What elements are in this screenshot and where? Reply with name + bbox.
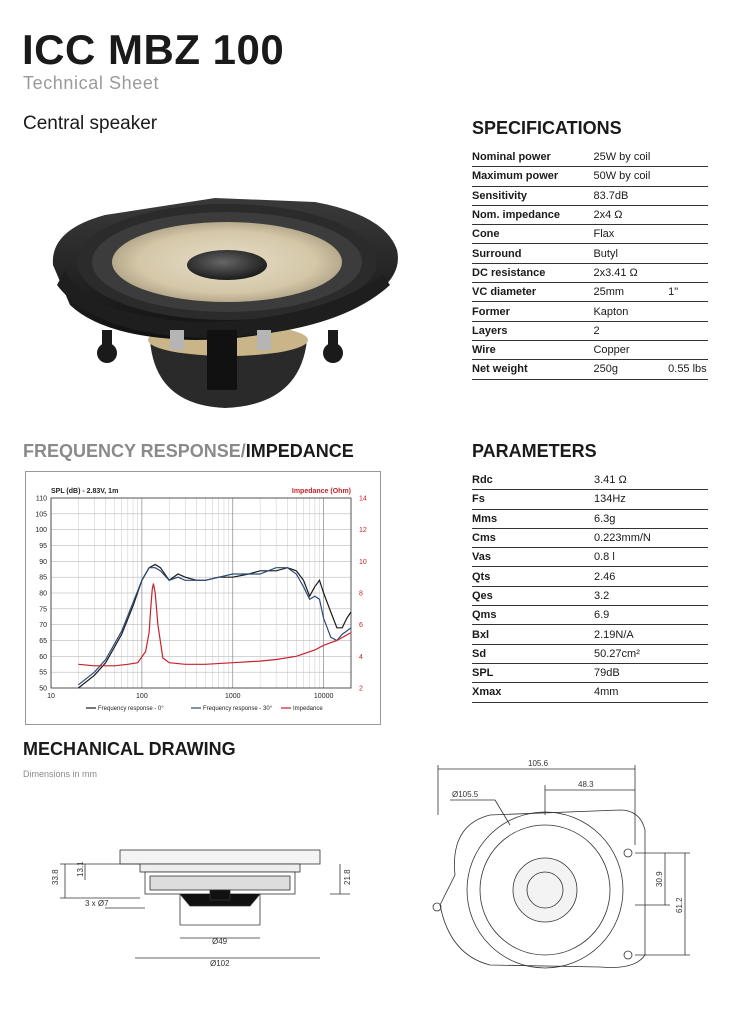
parameters-value: 6.3g: [594, 509, 708, 528]
right-axis-label: Impedance (Ohm): [291, 488, 351, 495]
specifications-row: [472, 244, 708, 263]
side-dim-holes: 3 x Ø7: [85, 899, 109, 908]
y-tick-left: 85: [39, 574, 47, 582]
specifications-extra: [668, 148, 708, 167]
specifications-table: [472, 148, 708, 380]
specifications-label: Nominal power: [472, 148, 593, 167]
parameters-value: 50.27cm²: [594, 644, 708, 663]
parameters-label: Rdc: [472, 471, 594, 490]
left-axis-label: SPL (dB) - 2.83V, 1m: [51, 488, 119, 495]
parameters-label: Sd: [472, 644, 594, 663]
parameters-label: Mms: [472, 509, 594, 528]
specifications-extra: [668, 186, 708, 205]
y-tick-left: 60: [39, 653, 47, 661]
parameters-row: [472, 586, 708, 605]
y-tick-left: 65: [39, 638, 47, 645]
specifications-label: Former: [472, 302, 593, 321]
parameters-table: [472, 471, 708, 703]
specifications-value: Flax: [593, 225, 668, 244]
parameters-row: [472, 683, 708, 702]
y-tick-left: 55: [39, 669, 47, 677]
parameters-value: 0.8 l: [594, 548, 708, 567]
y-tick-left: 90: [39, 558, 47, 566]
specifications-row: [472, 167, 708, 186]
speaker-photo: [45, 190, 405, 415]
parameters-value: 3.41 Ω: [594, 471, 708, 490]
y-tick-left: 95: [39, 543, 47, 550]
parameters-row: [472, 528, 708, 547]
section-title-product: Central speaker: [23, 113, 158, 134]
specifications-extra: [668, 263, 708, 282]
x-tick: 10000: [313, 693, 334, 700]
specifications-row: [472, 302, 708, 321]
parameters-value: 0.223mm/N: [594, 528, 708, 547]
y-tick-left: 105: [35, 511, 47, 519]
specifications-row: [472, 225, 708, 244]
specifications-row: [472, 321, 708, 340]
parameters-label: Xmax: [472, 683, 594, 702]
specifications-row: [472, 283, 708, 302]
specifications-value: 83.7dB: [593, 186, 668, 205]
parameters-row: [472, 471, 708, 490]
x-tick: 1000: [224, 693, 241, 700]
parameters-value: 6.9: [594, 606, 708, 625]
side-dim-inner: Ø49: [212, 937, 228, 946]
parameters-row: [472, 625, 708, 644]
parameters-label: Qms: [472, 606, 594, 625]
top-view-drawing: [420, 755, 700, 985]
specifications-label: DC resistance: [472, 263, 593, 282]
parameters-label: Qts: [472, 567, 594, 586]
specifications-label: Cone: [472, 225, 593, 244]
specifications-row: [472, 340, 708, 359]
specifications-label: Surround: [472, 244, 593, 263]
parameters-label: SPL: [472, 663, 594, 682]
page-subtitle: Technical Sheet: [23, 73, 160, 93]
y-tick-right: 14: [359, 495, 367, 503]
specifications-value: 25mm: [593, 283, 668, 302]
top-dim-v1: 30.9: [655, 871, 664, 887]
specifications-extra: 0.55 lbs: [668, 360, 708, 379]
specifications-value: Butyl: [593, 244, 668, 263]
specifications-row: [472, 186, 708, 205]
parameters-value: 134Hz: [594, 490, 708, 509]
y-tick-right: 4: [359, 653, 363, 661]
specifications-extra: [668, 225, 708, 244]
y-tick-right: 10: [359, 558, 367, 566]
parameters-row: [472, 567, 708, 586]
frequency-title: [23, 441, 354, 462]
product-title: ICC MBZ 100: [22, 26, 285, 73]
side-dim-height-total: 33.8: [51, 869, 60, 885]
series-line-0: [78, 565, 351, 689]
parameters-title: PARAMETERS: [472, 441, 597, 461]
specifications-value: Copper: [593, 340, 668, 359]
specifications-value: Kapton: [593, 302, 668, 321]
parameters-label: Fs: [472, 490, 594, 509]
y-tick-left: 50: [39, 685, 47, 693]
y-tick-right: 6: [359, 622, 363, 630]
parameters-row: [472, 509, 708, 528]
specifications-row: [472, 263, 708, 282]
frequency-chart: [26, 472, 380, 724]
parameters-value: 3.2: [594, 586, 708, 605]
frequency-title-part1: FREQUENCY RESPONSE/: [23, 441, 246, 461]
specifications-label: Layers: [472, 321, 593, 340]
specifications-row: [472, 148, 708, 167]
y-tick-left: 80: [39, 590, 47, 598]
x-tick: 100: [136, 693, 148, 700]
parameters-row: [472, 644, 708, 663]
parameters-value: 4mm: [594, 683, 708, 702]
parameters-value: 79dB: [594, 663, 708, 682]
parameters-label: Bxl: [472, 625, 594, 644]
top-dim-width: 105.6: [528, 759, 549, 768]
x-tick: 10: [47, 693, 55, 700]
specifications-label: Maximum power: [472, 167, 593, 186]
specifications-label: Nom. impedance: [472, 205, 593, 224]
y-tick-left: 100: [35, 527, 47, 535]
specifications-label: VC diameter: [472, 283, 593, 302]
y-tick-right: 2: [359, 685, 363, 693]
side-dim-outer: Ø102: [210, 959, 230, 968]
specifications-label: Wire: [472, 340, 593, 359]
side-dim-h2: 21.8: [343, 869, 352, 885]
y-tick-left: 70: [39, 622, 47, 630]
specifications-extra: [668, 244, 708, 263]
specifications-value: 2x3.41 Ω: [593, 263, 668, 282]
y-tick-left: 75: [39, 606, 47, 614]
specifications-value: 25W by coil: [593, 148, 668, 167]
specifications-value: 2: [593, 321, 668, 340]
parameters-label: Vas: [472, 548, 594, 567]
top-dim-v2: 61.2: [675, 897, 684, 913]
specifications-row: [472, 360, 708, 379]
parameters-row: [472, 548, 708, 567]
parameters-value: 2.19N/A: [594, 625, 708, 644]
legend-entry: Frequency response - 30°: [203, 706, 273, 712]
specifications-extra: [668, 167, 708, 186]
frequency-title-part2: IMPEDANCE: [245, 441, 354, 461]
parameters-row: [472, 663, 708, 682]
y-tick-right: 12: [359, 527, 367, 535]
parameters-row: [472, 490, 708, 509]
mechanical-title: MECHANICAL DRAWING: [23, 739, 236, 759]
y-tick-right: 8: [359, 590, 363, 598]
specifications-extra: [668, 321, 708, 340]
specifications-extra: [668, 302, 708, 321]
top-dim-half-width: 48.3: [578, 780, 594, 789]
parameters-label: Qes: [472, 586, 594, 605]
y-tick-left: 110: [35, 495, 47, 503]
specifications-label: Net weight: [472, 360, 593, 379]
specifications-extra: 1": [668, 283, 708, 302]
parameters-value: 2.46: [594, 567, 708, 586]
parameters-row: [472, 606, 708, 625]
top-dim-diameter: Ø105.5: [452, 790, 479, 799]
specifications-title: SPECIFICATIONS: [472, 118, 622, 138]
series-line-1: [78, 568, 351, 685]
specifications-extra: [668, 340, 708, 359]
frequency-chart-frame: [25, 471, 381, 725]
side-dim-h1: 13.1: [76, 861, 85, 877]
legend-entry: Frequency response - 0°: [98, 706, 164, 712]
specifications-label: Sensitivity: [472, 186, 593, 205]
specifications-value: 250g: [593, 360, 668, 379]
parameters-label: Cms: [472, 528, 594, 547]
legend-entry: Impedance: [293, 706, 323, 712]
specifications-value: 50W by coil: [593, 167, 668, 186]
side-view-drawing: [50, 840, 370, 975]
dimensions-note: Dimensions in mm: [23, 769, 98, 779]
specifications-value: 2x4 Ω: [593, 205, 668, 224]
specifications-row: [472, 205, 708, 224]
specifications-extra: [668, 205, 708, 224]
